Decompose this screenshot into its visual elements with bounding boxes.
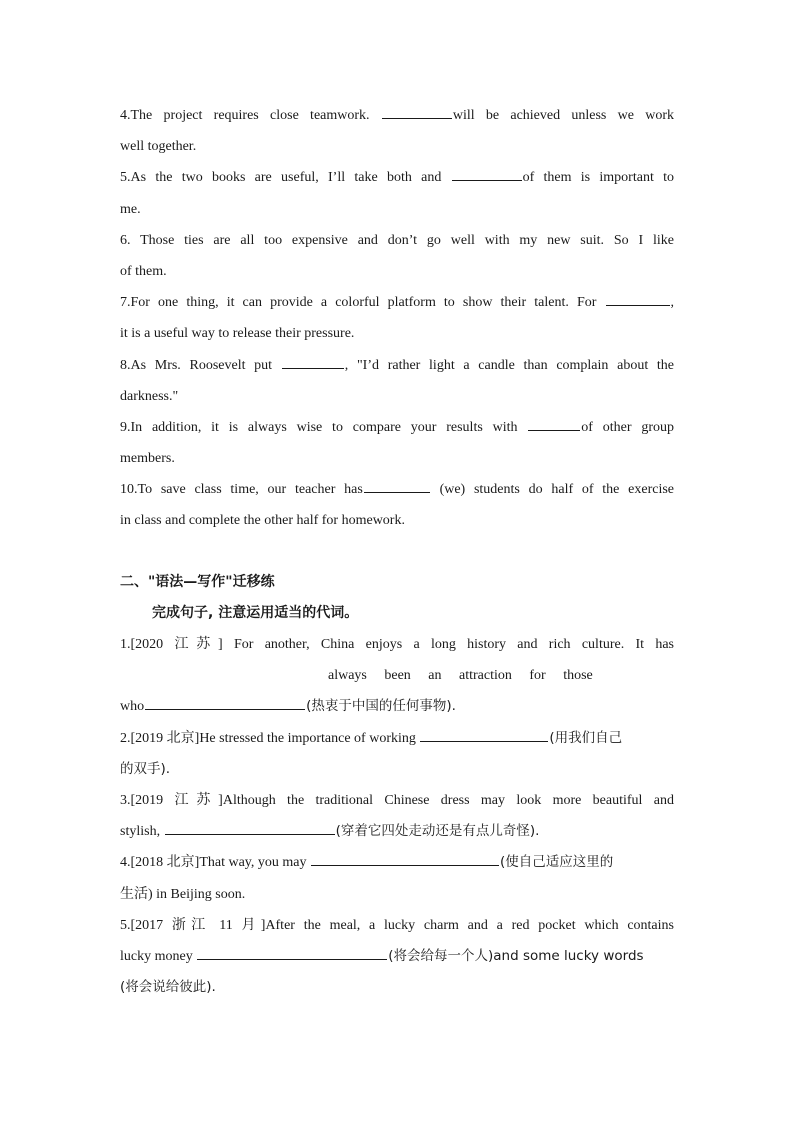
sentence-3-text-b: stylish, <box>120 824 161 840</box>
answer-blank[interactable] <box>165 820 335 835</box>
sentence-5-text-c: (将会给每一个人)and some lucky words <box>388 947 644 964</box>
answer-blank[interactable] <box>364 478 430 493</box>
question-9-line-1 <box>120 412 674 443</box>
sentence-3-line-1 <box>120 785 674 816</box>
sentence-3-text-c: (穿着它四处走动还是有点儿奇怪). <box>335 823 540 840</box>
answer-blank[interactable] <box>197 945 387 960</box>
question-5-text-c: me. <box>120 201 141 217</box>
sentence-1-text-b: always been an attraction for those <box>328 668 593 684</box>
answer-blank[interactable] <box>282 354 344 369</box>
question-7-line-2 <box>120 318 674 349</box>
answer-blank[interactable] <box>311 851 499 866</box>
sentence-1-text-c: who <box>120 699 145 715</box>
answer-blank[interactable] <box>145 695 305 710</box>
question-6-line-2 <box>120 256 674 287</box>
question-8-text-c: darkness." <box>120 388 179 404</box>
sentence-5-text-d: (将会说给彼此). <box>120 979 216 996</box>
question-7-text-b: , <box>670 295 674 311</box>
sentence-5-line-2 <box>120 941 674 972</box>
question-4-text-a: 4.The project requires close teamwork. <box>120 108 370 123</box>
question-10-line-2 <box>120 505 674 536</box>
sentence-4-line-2 <box>120 879 674 910</box>
section-2-instruction: 完成句子, 注意运用适当的代词。 <box>152 604 359 621</box>
sentence-4-text-b: (使自己适应这里的 <box>500 854 614 871</box>
worksheet-page <box>120 100 674 1003</box>
sentence-1-line-2 <box>120 660 674 691</box>
question-7-line-1 <box>120 287 674 318</box>
sentence-4-text-c: 生活) in Beijing soon. <box>120 886 246 902</box>
sentence-1-text-a: 1.[2020 江苏] For another, China enjoys a long history and rich culture. It has <box>120 637 674 652</box>
sentence-5-text-a: 5.[2017 浙江 11 月]After the meal, a lucky charm and a red pocket which contains <box>120 917 674 933</box>
question-7-text-a: 7.For one thing, it can provide a colorful platform to show their talent. For <box>120 295 597 311</box>
question-10-line-1 <box>120 474 674 505</box>
question-4-line-2 <box>120 131 674 162</box>
answer-blank[interactable] <box>606 291 670 306</box>
question-5-line-2 <box>120 194 674 225</box>
question-9-text-a: 9.In addition, it is always wise to compare your results with <box>120 419 518 435</box>
sentence-1-text-d: (热衷于中国的任何事物). <box>306 698 456 715</box>
sentence-2-line-2 <box>120 754 674 785</box>
sentence-1-line-1 <box>120 629 674 660</box>
question-9-text-c: members. <box>120 451 175 467</box>
sentence-3-text-a: 3.[2019 江苏]Although the traditional Chinese dress may look more beautiful and <box>120 792 674 808</box>
question-5-line-1 <box>120 162 674 193</box>
sentence-5-text-b: lucky money <box>120 948 193 964</box>
question-9-line-2 <box>120 443 674 474</box>
sentence-4-line-1 <box>120 847 674 878</box>
question-8-text-a: 8.As Mrs. Roosevelt put <box>120 357 273 373</box>
section-spacer <box>120 537 674 567</box>
sentence-2-text-b: (用我们自己 <box>549 729 623 746</box>
sentence-5-line-1 <box>120 910 674 941</box>
question-9-text-b: of other group <box>581 419 674 435</box>
question-8-text-b: , "I’d rather light a candle than complain about the <box>344 357 674 373</box>
question-6-text-b: of them. <box>120 263 167 279</box>
sentence-3-line-2 <box>120 816 674 847</box>
section-2-title: 二、"语法—写作"迁移练 <box>120 573 275 590</box>
sentence-5-line-3 <box>120 972 674 1003</box>
question-6-line-1 <box>120 225 674 256</box>
question-7-text-c: it is a useful way to release their pressure. <box>120 326 355 342</box>
sentence-4-text-a: 4.[2018 北京]That way, you may <box>120 855 307 871</box>
question-10-text-a: 10.To save class time, our teacher has <box>120 482 363 498</box>
sentence-2-text-c: 的双手). <box>120 760 171 777</box>
answer-blank[interactable] <box>452 166 522 181</box>
question-8-line-2 <box>120 381 674 412</box>
question-4-line-1 <box>120 100 674 131</box>
sentence-2-line-1 <box>120 723 674 754</box>
question-6-text-a: 6. Those ties are all too expensive and don’t go well with my new suit. So I like <box>120 232 674 248</box>
answer-blank[interactable] <box>420 727 548 742</box>
question-5-text-b: of them is important to <box>522 170 674 186</box>
answer-blank[interactable] <box>528 416 580 431</box>
sentence-2-text-a: 2.[2019 北京]He stressed the importance of working <box>120 730 416 746</box>
question-10-text-c: in class and complete the other half for homework. <box>120 513 405 529</box>
answer-blank[interactable] <box>382 104 452 119</box>
question-10-text-b: (we) students do half of the exercise <box>439 482 674 498</box>
question-4-text-c: well together. <box>120 139 197 155</box>
sentence-1-line-3 <box>120 691 674 722</box>
question-5-text-a: 5.As the two books are useful, I’ll take both and <box>120 170 442 186</box>
question-4-text-b: will be achieved unless we work <box>452 108 674 123</box>
question-8-line-1 <box>120 350 674 381</box>
